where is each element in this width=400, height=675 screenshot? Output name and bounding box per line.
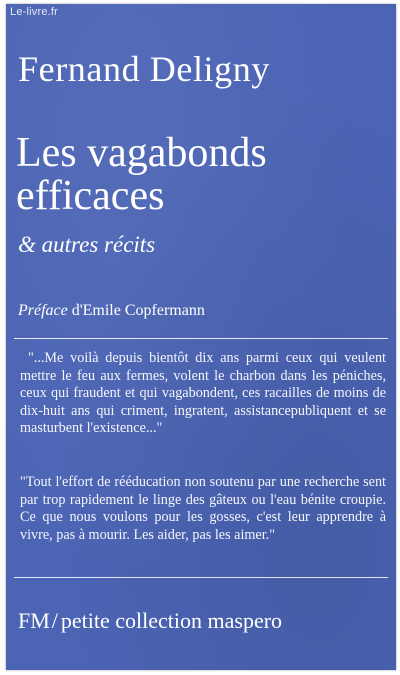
book-title [16, 132, 267, 218]
watermark-text: Le-livre.fr [10, 6, 59, 18]
preface-label: Préface [18, 302, 68, 319]
divider-bottom [14, 577, 388, 578]
book-cover [6, 4, 396, 670]
author-name: Fernand Deligny [18, 49, 270, 89]
divider-top [14, 338, 388, 339]
preface-credit [18, 302, 205, 320]
title-line-2: efficaces [16, 173, 165, 219]
publisher-mark: FM [18, 608, 50, 633]
quote-second: "Tout l'effort de rééducation non soutenu par une recherche sent par trop rapidement le linge des gâteux ou l'eau bénite croupie. Ce que nous voulons pour les gosses, c'est leur apprendre à vivre, pas à mourir. Les aider, pas les aimer." [20, 474, 386, 543]
title-line-1: Les vagabonds [16, 130, 267, 176]
preface-author: d'Emile Copfermann [67, 302, 205, 319]
publisher-slash: / [51, 608, 58, 633]
quote-first: "...Me voilà depuis bientôt dix ans parmi ceux qui veulent mettre le feu aux fermes, volent le charbon dans les péniches, ceux qui fraudent et qui vagabondent, ces racailles de moins de dix-huit ans qui criment, ingratent, assistancepubliquent et se masturbent l'existence..." [20, 350, 386, 437]
book-subtitle: & autres récits [18, 232, 156, 257]
collection-name: petite collection maspero [60, 608, 283, 633]
publisher-line [18, 608, 282, 634]
